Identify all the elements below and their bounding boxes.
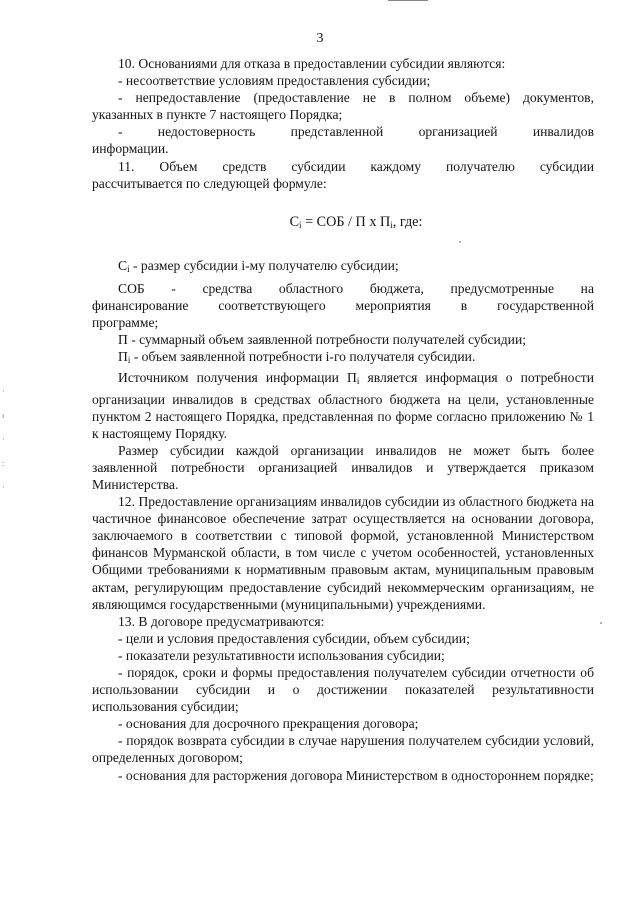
paragraph-11-line1: 11. Объем средств субсидии каждому получателю субсидии [118, 158, 594, 174]
page-number: 3 [316, 31, 324, 46]
definition-ci: $C_i$ - размер субсидии i-му получателю субсидии; [118, 257, 399, 274]
paragraph-11-line2: рассчитывается по следующей формуле: [92, 175, 327, 191]
definition-sob-line2: финансирование соответствующего мероприятия в государственной [92, 298, 594, 314]
paragraph-10-item-1: - несоответствие условиям предоставления субсидии; [118, 73, 431, 89]
paragraph-13-item: - порядок, сроки и формы предоставления получателем субсидии отчетности об использовании субсидии и о достижении показателей результативности использования субсидии; [92, 665, 594, 715]
paragraph-10-item-3-line2: информации. [92, 141, 169, 157]
paragraph-13-item: - основания для расторжения договора Министерством в одностороннем порядке; [118, 767, 594, 783]
paragraph-10-item-2-line2: указанных в пункте 7 настоящего Порядка; [92, 107, 343, 123]
definition-p: П - суммарный объем заявленной потребности получателей субсидии; [118, 332, 527, 348]
definition-sob-line3: программе; [92, 315, 159, 331]
definition-pi: $П_i$ - объем заявленной потребности i-го получателя субсидии. [118, 349, 476, 366]
paragraph-13-item: - порядок возврата субсидии в случае нарушения получателем субсидии условий, определенных договором; [92, 733, 594, 766]
paragraph-13-item: - цели и условия предоставления субсидии, объем субсидии; [118, 630, 470, 646]
definition-size: Размер субсидии каждой организации инвалидов не может быть более заявленной потребности организацией инвалидов и утверждается приказом Министерства. [92, 442, 594, 492]
scan-speck [600, 622, 602, 624]
subsidy-formula: $C_i$ = СОБ / П x $П_i$, где: [289, 213, 423, 230]
scan-edge-line [388, 0, 428, 1]
paragraph-13-intro: 13. В договоре предусматриваются: [118, 613, 325, 629]
margin-scan-marks: · ı · : · [2, 387, 5, 492]
definition-source: Источником получения информации $П_i$ является информация о потребности организации инвалидов в средствах областного бюджета на цели, установленные пунктом 2 настоящего Порядка, представленная по форме согласно приложению № 1 к настоящему Порядку. [92, 370, 594, 441]
definition-sob-line1: СОБ - средства областного бюджета, предусмотренные на [118, 280, 594, 296]
paragraph-10-item-2-line1: - непредоставление (предоставление не в полном объеме) документов, [118, 90, 594, 106]
paragraph-10-item-3-line1: - недостоверность представленной организацией инвалидов [118, 124, 594, 140]
paragraph-12: 12. Предоставление организациям инвалидов субсидии из областного бюджета на частичное финансовое обеспечение затрат осуществляется на основании договора, заключаемого в соответствии с типовой формой, установленной Министерством финансов Мурманской области, в том числе с учетом особенностей, установленных Общими требованиями к нормативным правовым актам, муниципальным правовым актам, регулирующим предоставление субсидий некоммерческим организациям, не являющимся государственными (муниципальными) учреждениями. [92, 494, 594, 612]
paragraph-10-heading: 10. Основаниями для отказа в предоставлении субсидии являются: [118, 56, 506, 71]
paragraph-13-item: - показатели результативности использования субсидии; [118, 647, 445, 663]
paragraph-13-item: - основания для досрочного прекращения договора; [118, 716, 419, 732]
document-body [92, 55, 594, 784]
